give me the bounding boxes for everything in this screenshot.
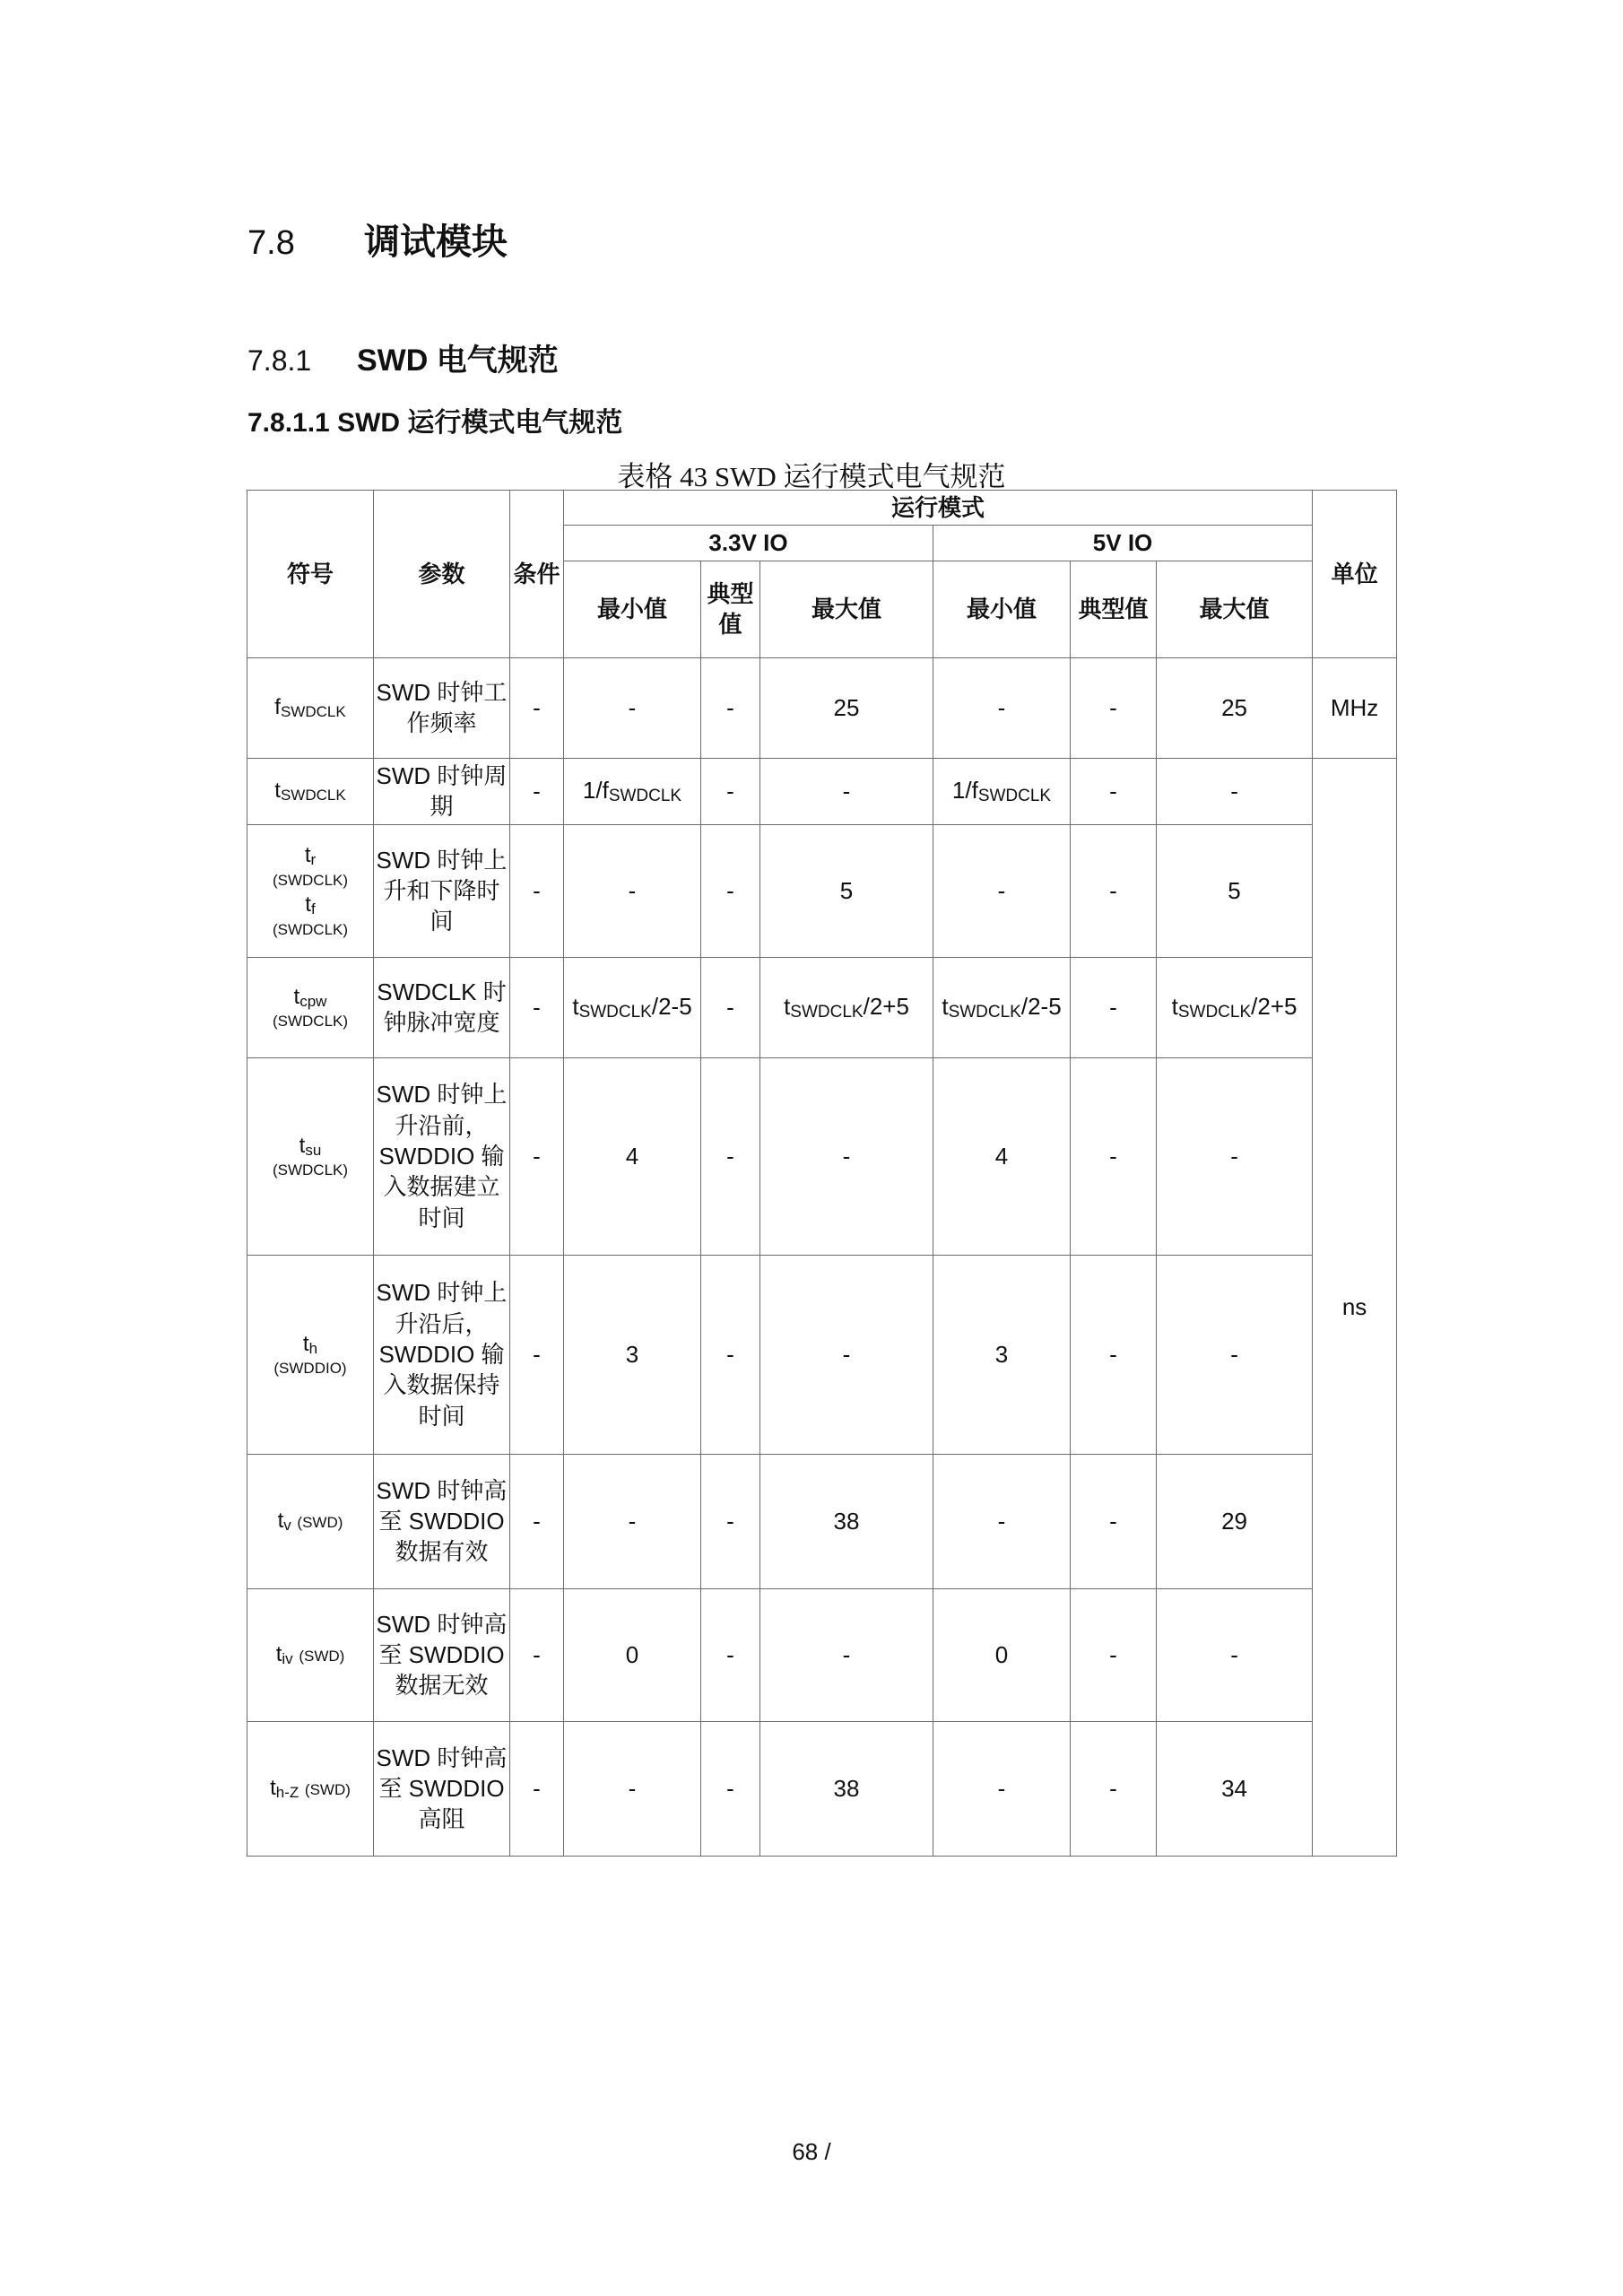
- typ-5v-cell: -: [1071, 657, 1157, 758]
- table-row: [247, 1721, 1397, 1856]
- condition-cell: -: [510, 1454, 564, 1588]
- max-3v3-cell: 38: [760, 1721, 933, 1856]
- typ-5v-cell: -: [1071, 824, 1157, 957]
- max-3v3-cell: -: [760, 1588, 933, 1721]
- typ-3v3-cell: -: [701, 1255, 760, 1454]
- min-5v-cell: 3: [933, 1255, 1071, 1454]
- table-row: [247, 758, 1397, 824]
- table-row: [247, 657, 1397, 758]
- max-5v-cell: -: [1157, 1255, 1313, 1454]
- max-3v3-cell: 5: [760, 824, 933, 957]
- min-5v-cell: $1/f_{SWDCLK}$: [933, 758, 1071, 824]
- page-number: 68 /: [792, 2138, 831, 2165]
- header-min-5v: 最小值: [933, 561, 1071, 657]
- min-5v-cell: -: [933, 1721, 1071, 1856]
- subsection-number: 7.8.1: [247, 344, 312, 377]
- symbol-cell: $t_{h-Z}$ (SWD): [247, 1721, 374, 1856]
- typ-5v-cell: -: [1071, 1255, 1157, 1454]
- symbol-cell: $f_{SWDCLK}$: [247, 657, 374, 758]
- max-5v-cell: 29: [1157, 1454, 1313, 1588]
- max-5v-cell: 5: [1157, 824, 1313, 957]
- header-param: 参数: [374, 491, 510, 658]
- symbol-cell: $t_h$ (SWDDIO): [247, 1255, 374, 1454]
- min-3v3-cell: 0: [564, 1588, 701, 1721]
- min-3v3-cell: 3: [564, 1255, 701, 1454]
- min-3v3-cell: -: [564, 1454, 701, 1588]
- min-3v3-cell: -: [564, 657, 701, 758]
- param-cell: SWD 时钟高至 SWDDIO 高阻: [374, 1721, 510, 1856]
- header-unit: 单位: [1313, 491, 1397, 658]
- max-3v3-cell: -: [760, 1255, 933, 1454]
- symbol-cell: $t_{su}$ (SWDCLK): [247, 1057, 374, 1255]
- max-3v3-cell: -: [760, 1057, 933, 1255]
- min-3v3-cell: $t_{SWDCLK}/2-5$: [564, 957, 701, 1057]
- typ-5v-cell: -: [1071, 1588, 1157, 1721]
- table-caption: 表格 43 SWD 运行模式电气规范: [617, 461, 1006, 492]
- header-3v3-io: 3.3V IO: [564, 526, 933, 561]
- subsection-heading: [247, 335, 559, 379]
- swd-spec-table: [247, 490, 1397, 1857]
- unit-cell: ns: [1313, 758, 1397, 1856]
- condition-cell: -: [510, 957, 564, 1057]
- typ-3v3-cell: -: [701, 758, 760, 824]
- header-typ-3v3: 典型值: [701, 561, 760, 657]
- typ-3v3-cell: -: [701, 1721, 760, 1856]
- max-3v3-cell: -: [760, 758, 933, 824]
- table-row: [247, 957, 1397, 1057]
- symbol-cell: $t_v$ (SWD): [247, 1454, 374, 1588]
- condition-cell: -: [510, 1588, 564, 1721]
- table-row: [247, 824, 1397, 957]
- symbol-cell: $t_{iv}$ (SWD): [247, 1588, 374, 1721]
- table-row: [247, 1255, 1397, 1454]
- typ-3v3-cell: -: [701, 1057, 760, 1255]
- header-max-5v: 最大值: [1157, 561, 1313, 657]
- condition-cell: -: [510, 1255, 564, 1454]
- max-5v-cell: 34: [1157, 1721, 1313, 1856]
- param-cell: SWDCLK 时钟脉冲宽度: [374, 957, 510, 1057]
- header-min-3v3: 最小值: [564, 561, 701, 657]
- symbol-cell: $t_r$ (SWDCLK) $t_f$ (SWDCLK): [247, 824, 374, 957]
- condition-cell: -: [510, 657, 564, 758]
- typ-5v-cell: -: [1071, 957, 1157, 1057]
- header-condition: 条件: [510, 491, 564, 658]
- header-typ-5v: 典型值: [1071, 561, 1157, 657]
- min-3v3-cell: -: [564, 1721, 701, 1856]
- typ-5v-cell: -: [1071, 758, 1157, 824]
- header-symbol: 符号: [247, 491, 374, 658]
- min-5v-cell: -: [933, 824, 1071, 957]
- typ-3v3-cell: -: [701, 657, 760, 758]
- param-cell: SWD 时钟上升和下降时间: [374, 824, 510, 957]
- header-run-mode: 运行模式: [564, 491, 1313, 526]
- min-5v-cell: $t_{SWDCLK}/2-5$: [933, 957, 1071, 1057]
- max-3v3-cell: 38: [760, 1454, 933, 1588]
- table-row: [247, 1454, 1397, 1588]
- subsubsection-heading: 7.8.1.1 SWD 运行模式电气规范: [247, 408, 623, 438]
- min-3v3-cell: 4: [564, 1057, 701, 1255]
- header-max-3v3: 最大值: [760, 561, 933, 657]
- condition-cell: -: [510, 758, 564, 824]
- subsection-title: SWD 电气规范: [357, 344, 559, 378]
- param-cell: SWD 时钟工作频率: [374, 657, 510, 758]
- section-heading: [247, 213, 508, 265]
- condition-cell: -: [510, 1057, 564, 1255]
- min-5v-cell: 4: [933, 1057, 1071, 1255]
- symbol-cell: $t_{cpw}$ (SWDCLK): [247, 957, 374, 1057]
- max-5v-cell: -: [1157, 1588, 1313, 1721]
- min-5v-cell: 0: [933, 1588, 1071, 1721]
- section-title: 调试模块: [364, 222, 508, 262]
- unit-cell: MHz: [1313, 657, 1397, 758]
- symbol-cell: $t_{SWDCLK}$: [247, 758, 374, 824]
- typ-3v3-cell: -: [701, 1454, 760, 1588]
- param-cell: SWD 时钟上升沿后，SWDDIO 输入数据保持时间: [374, 1255, 510, 1454]
- max-3v3-cell: $t_{SWDCLK}/2+5$: [760, 957, 933, 1057]
- min-3v3-cell: -: [564, 824, 701, 957]
- max-5v-cell: -: [1157, 758, 1313, 824]
- min-5v-cell: -: [933, 1454, 1071, 1588]
- section-number: 7.8: [247, 224, 295, 262]
- max-5v-cell: -: [1157, 1057, 1313, 1255]
- param-cell: SWD 时钟高至 SWDDIO 数据有效: [374, 1454, 510, 1588]
- typ-3v3-cell: -: [701, 957, 760, 1057]
- max-3v3-cell: 25: [760, 657, 933, 758]
- condition-cell: -: [510, 1721, 564, 1856]
- max-5v-cell: 25: [1157, 657, 1313, 758]
- table-row: [247, 1057, 1397, 1255]
- typ-5v-cell: -: [1071, 1057, 1157, 1255]
- typ-5v-cell: -: [1071, 1721, 1157, 1856]
- min-3v3-cell: $1/f_{SWDCLK}$: [564, 758, 701, 824]
- header-5v-io: 5V IO: [933, 526, 1313, 561]
- condition-cell: -: [510, 824, 564, 957]
- param-cell: SWD 时钟高至 SWDDIO 数据无效: [374, 1588, 510, 1721]
- param-cell: SWD 时钟上升沿前，SWDDIO 输入数据建立时间: [374, 1057, 510, 1255]
- typ-5v-cell: -: [1071, 1454, 1157, 1588]
- typ-3v3-cell: -: [701, 824, 760, 957]
- max-5v-cell: $t_{SWDCLK}/2+5$: [1157, 957, 1313, 1057]
- param-cell: SWD 时钟周期: [374, 758, 510, 824]
- min-5v-cell: -: [933, 657, 1071, 758]
- typ-3v3-cell: -: [701, 1588, 760, 1721]
- table-row: [247, 1588, 1397, 1721]
